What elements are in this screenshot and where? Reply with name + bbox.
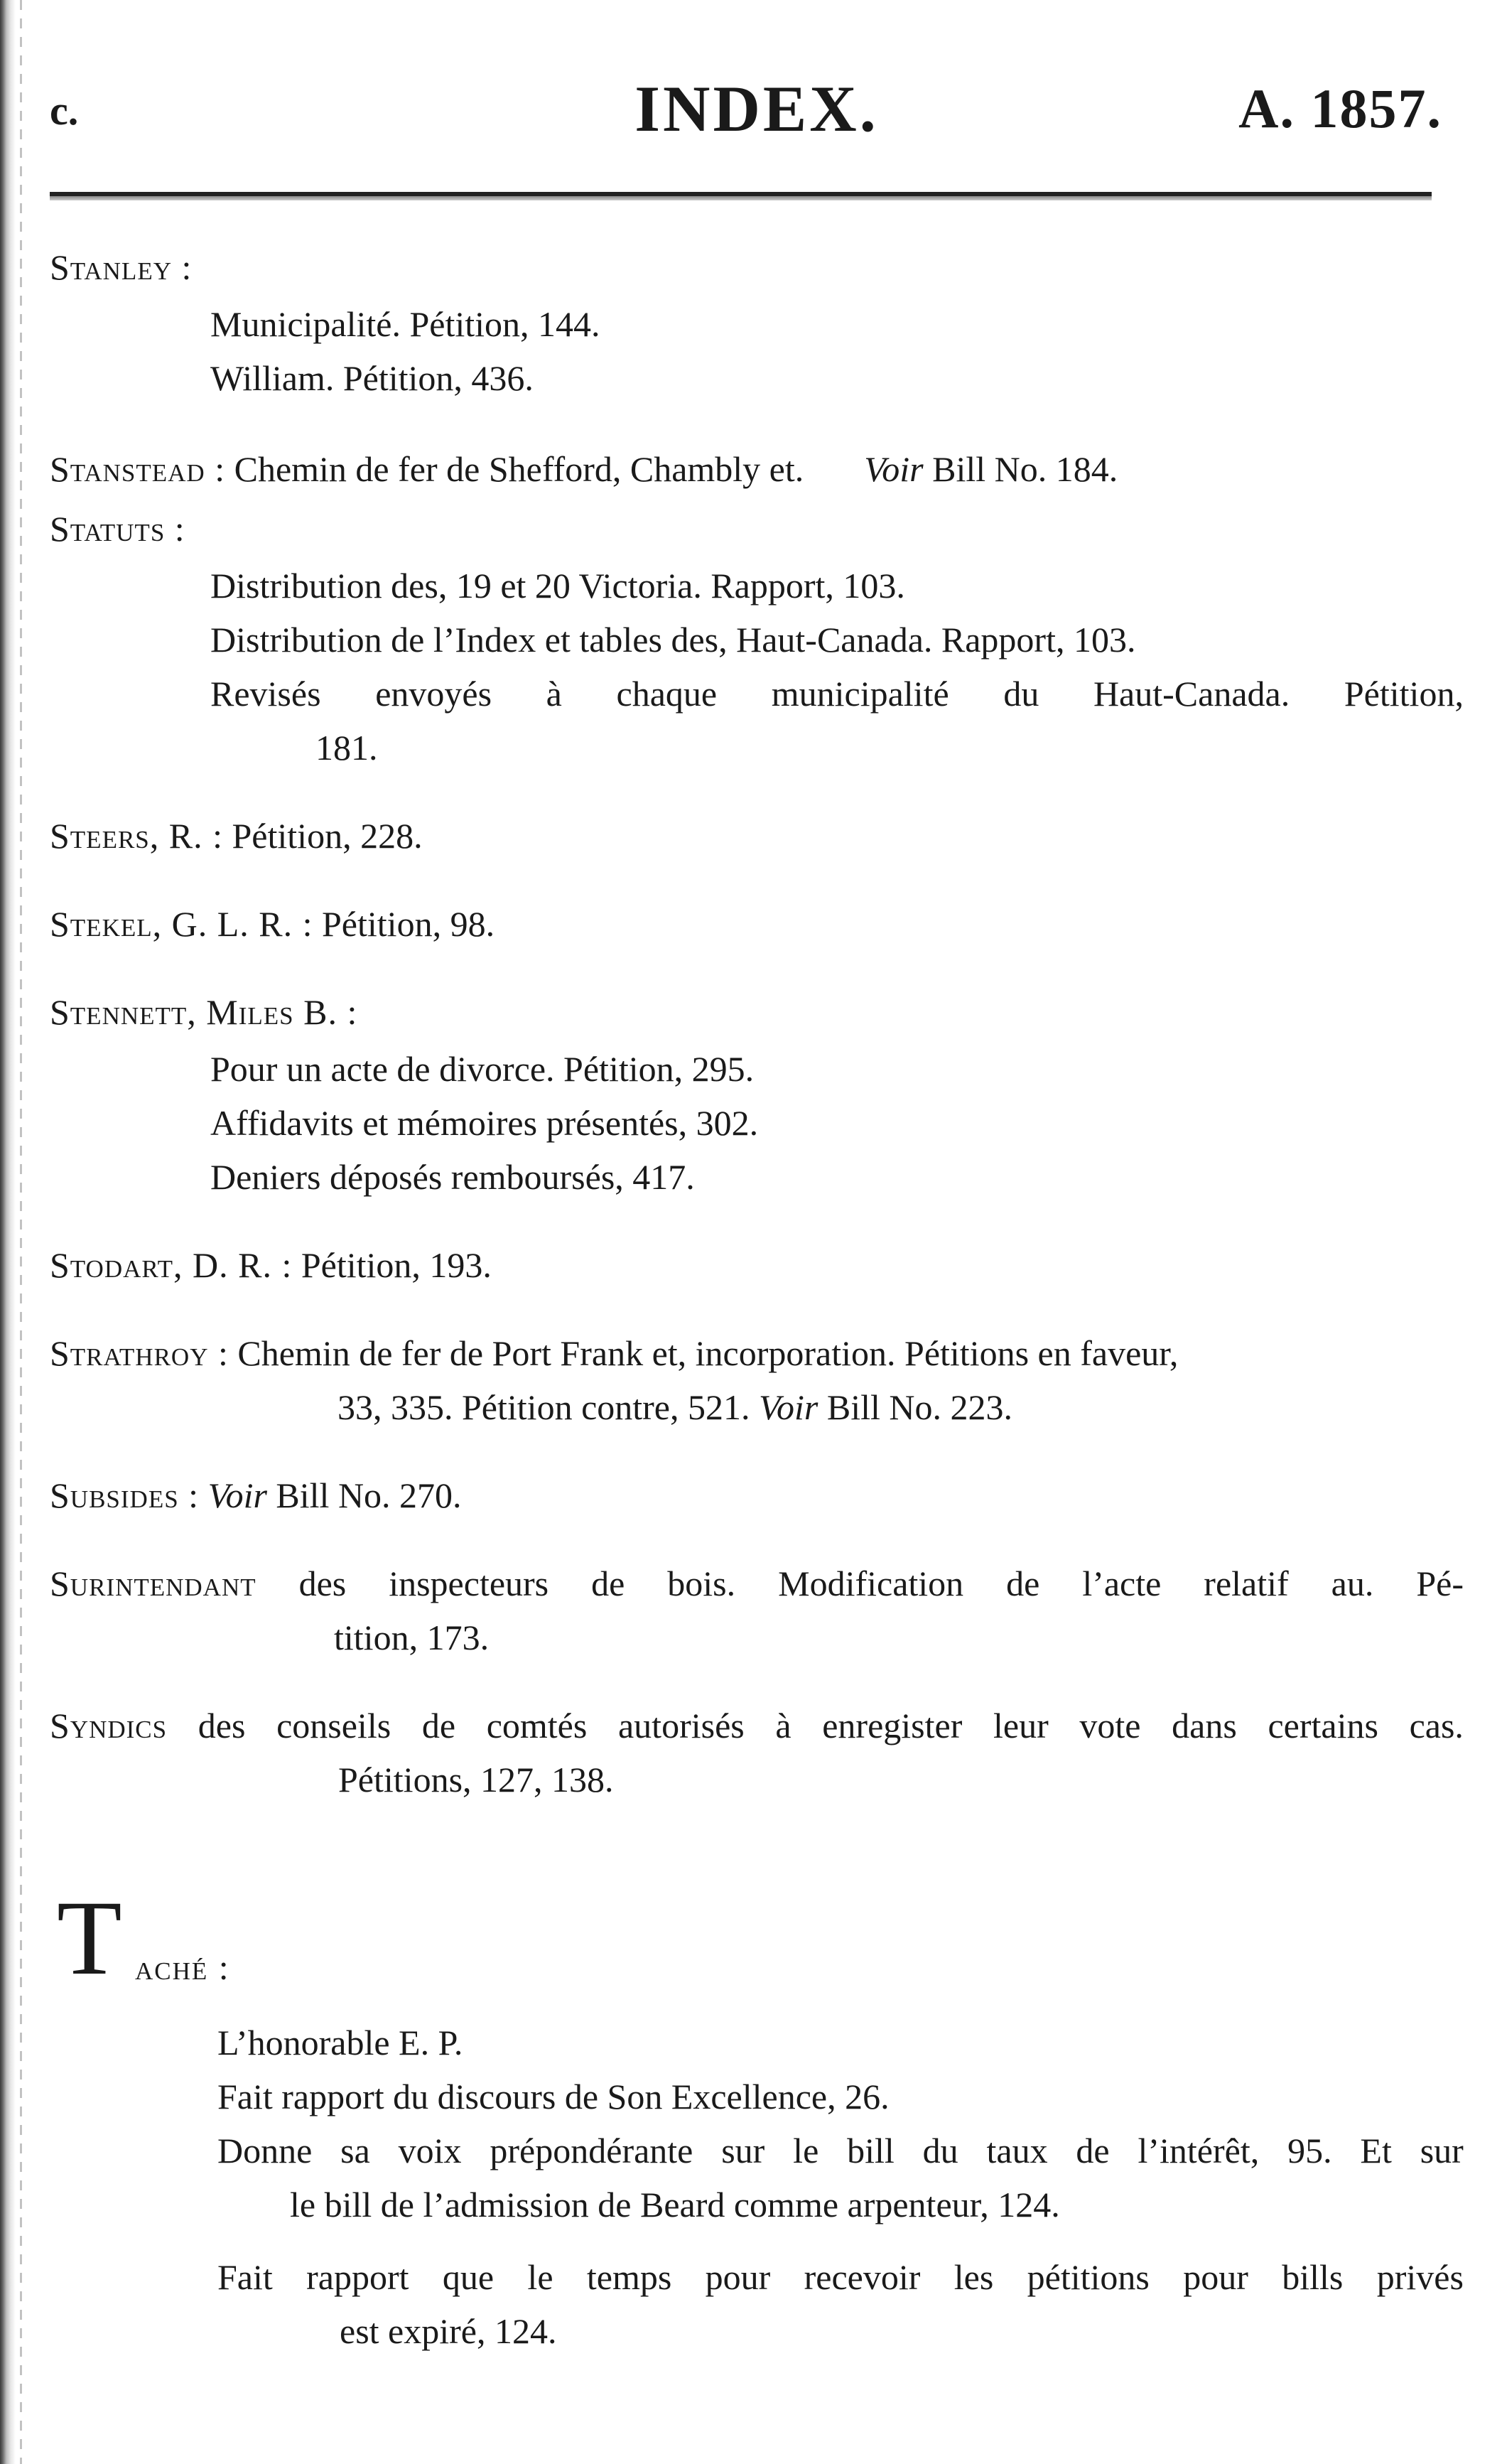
entry-text: Pétition, 193. <box>301 1245 492 1285</box>
bill-ref: Bill No. 184. <box>932 449 1118 489</box>
entry-text: Pétition, 228. <box>232 816 423 856</box>
entry-heading: Surintendant <box>50 1564 256 1603</box>
page-title: INDEX. <box>634 72 879 145</box>
entry-continuation: Pétitions, 127, 138. <box>338 1760 614 1799</box>
scan-edge <box>0 0 16 2464</box>
entry-stennett <box>50 985 1464 1204</box>
bill-ref: Bill No. 223. <box>826 1387 1012 1427</box>
index-entries <box>50 240 1464 2358</box>
entry-subitem: William. Pétition, 436. <box>210 358 534 398</box>
entry-subitem: Municipalité. Pétition, 144. <box>210 304 600 344</box>
entry-strathroy <box>50 1326 1464 1434</box>
section-t-heading <box>50 1879 1464 1997</box>
entry-text: Pétition, 98. <box>322 904 495 944</box>
entry-line: Syndics des conseils de comtés autorisés à enregister leur vote dans certains cas. <box>50 1699 1464 1753</box>
entry-heading: Stanstead : <box>50 449 226 489</box>
entry-heading: Stanley : <box>50 247 193 287</box>
section-heading: aché : <box>135 1947 230 1987</box>
entry-steers <box>50 809 1464 863</box>
entry-subitem: Affidavits et mémoires présentés, 302. <box>210 1103 759 1143</box>
entry-heading: Statuts : <box>50 509 185 549</box>
entry-continuation: est expiré, 124. <box>340 2311 557 2351</box>
entry-subitem: Deniers déposés remboursés, 417. <box>210 1157 695 1197</box>
entry-subitem: L’honorable E. P. <box>217 2023 463 2062</box>
entry-continuation: le bill de l’admission de Beard comme arpenteur, 124. <box>290 2185 1060 2224</box>
entry-heading: Syndics <box>50 1706 168 1745</box>
entry-text: Chemin de fer de Port Frank et, incorporation. Pétitions en faveur, <box>237 1333 1179 1373</box>
entry-stekel <box>50 897 1464 951</box>
entry-continuation: 33, 335. Pétition contre, 521. <box>337 1387 750 1427</box>
entry-statuts <box>50 502 1464 775</box>
scan-edge-dashes <box>20 0 22 2464</box>
entry-stanley <box>50 240 1464 405</box>
drop-cap: T <box>57 1879 122 1997</box>
entry-heading: Stodart, D. R. : <box>50 1245 293 1285</box>
entry-syndics <box>50 1699 1464 1807</box>
entry-subsides <box>50 1468 1464 1522</box>
entry-subitem: Distribution des, 19 et 20 Victoria. Rapport, 103. <box>210 566 905 606</box>
page-year: A. 1857. <box>1238 77 1442 139</box>
entry-surintendant <box>50 1556 1464 1664</box>
entry-subitem: Distribution de l’Index et tables des, Haut-Canada. Rapport, 103. <box>210 620 1136 660</box>
entry-text: Chemin de fer de Shefford, Chambly et. <box>234 449 804 489</box>
page-header <box>50 71 1464 145</box>
page-marker: c. <box>50 87 79 134</box>
entry-subitem: Revisés envoyés à chaque municipalité du Haut-Canada. Pétition, <box>210 674 1464 714</box>
entry-heading: Stennett, Miles B. : <box>50 992 358 1032</box>
entry-heading: Stekel, G. L. R. : <box>50 904 313 944</box>
entry-stodart <box>50 1238 1464 1292</box>
entry-subitem: Pour un acte de divorce. Pétition, 295. <box>210 1049 755 1089</box>
entry-heading: Steers, R. : <box>50 816 223 856</box>
entry-heading: Strathroy : <box>50 1333 229 1373</box>
entry-stanstead <box>50 442 1464 496</box>
entry-subitem: Donne sa voix prépondérante sur le bill du taux de l’intérêt, 95. Et sur <box>217 2131 1464 2170</box>
entry-subitem: Fait rapport du discours de Son Excellence, 26. <box>217 2077 890 2116</box>
entry-subitem: Fait rapport que le temps pour recevoir les pétitions pour bills privés <box>217 2257 1464 2297</box>
entry-continuation: tition, 173. <box>334 1618 490 1657</box>
bill-ref: Bill No. 270. <box>276 1475 462 1515</box>
entry-heading: Subsides : <box>50 1475 200 1515</box>
voir-label: Voir <box>759 1387 818 1427</box>
entry-continuation: 181. <box>315 728 378 768</box>
voir-label: Voir <box>864 449 924 489</box>
header-rule <box>50 192 1432 200</box>
entry-line: Surintendant des inspecteurs de bois. Modification de l’acte relatif au. Pé- <box>50 1556 1464 1610</box>
voir-label: Voir <box>207 1475 267 1515</box>
entry-tache <box>50 2016 1464 2358</box>
